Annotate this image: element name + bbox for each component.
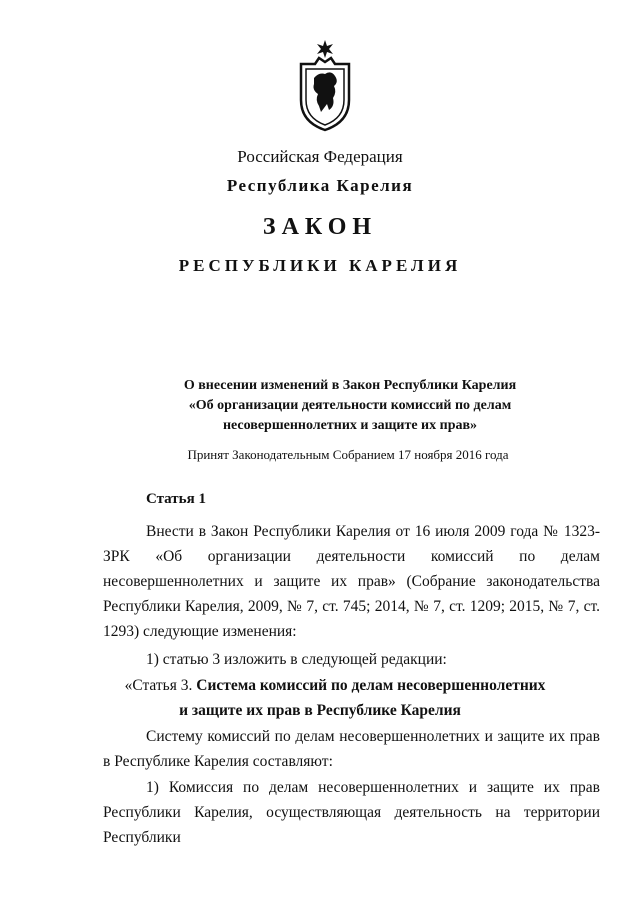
law-title: ЗАКОН [262, 214, 378, 240]
amendment-item: 1) статью 3 изложить в следующей редакции: [146, 651, 447, 668]
quoted-article-prefix: «Статья 3. [124, 677, 193, 694]
document-title-line: «Об организации деятельности комиссий по делам [188, 398, 512, 413]
body-paragraph: Систему комиссий по делам несовершеннолетних и защите их прав в Республике Карелия составляют: [103, 728, 600, 770]
quoted-article-heading [0, 673, 640, 723]
quoted-article-title-line: и защите их прав в Республике Карелия [179, 702, 461, 719]
article-heading: Статья 1 [146, 491, 206, 507]
article-paragraph: Внести в Закон Республики Карелия от 16 июля 2009 года № 1323-ЗРК «Об организации деятельности комиссий по делам несовершеннолетних и защите их прав» (Собрание законодательства Республики Карелия, 2009, № 7, ст. 745; 2014, № 7, ст. 1209; 2015, № 7, ст. 1293) следующие изменения: [103, 523, 600, 640]
quoted-article-title-line: Система комиссий по делам несовершеннолетних [196, 677, 546, 694]
body-paragraph: 1) Комиссия по делам несовершеннолетних и защите их прав Республики Карелия, осуществляющая деятельность на территории Республики [103, 779, 600, 846]
document-title-line: О внесении изменений в Закон Республики Карелия [183, 378, 517, 393]
coat-of-arms-emblem [297, 40, 353, 132]
document-title [30, 376, 640, 436]
law-subtitle: РЕСПУБЛИКИ КАРЕЛИЯ [178, 256, 462, 275]
adoption-note: Принят Законодательным Собранием 17 ноября 2016 года [187, 447, 509, 462]
country-name: Российская Федерация [237, 147, 403, 166]
republic-name: Республика Карелия [226, 176, 414, 195]
document-title-line: несовершеннолетних и защите их прав» [222, 418, 478, 433]
star-icon [317, 40, 333, 58]
